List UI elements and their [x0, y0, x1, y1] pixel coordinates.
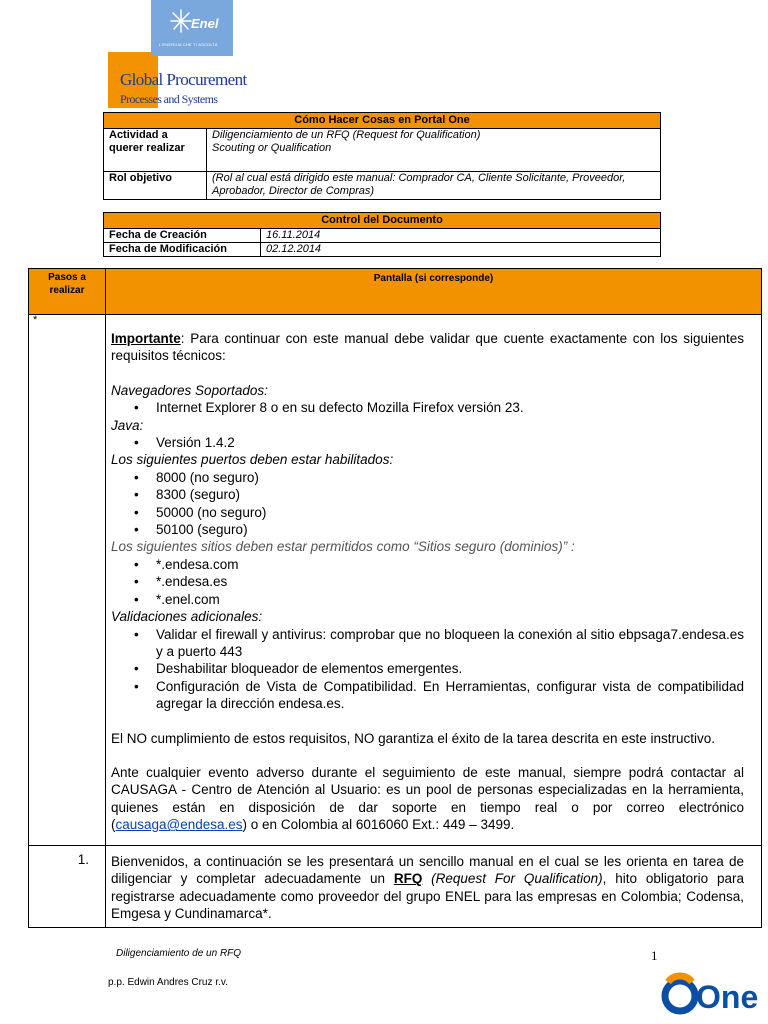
list-item: • 8300 (seguro): [156, 486, 744, 503]
browsers-label: Navegadores Soportados:: [111, 382, 268, 398]
activity-value: Diligenciamiento de un RFQ (Request for Qualification) Scouting or Qualification: [207, 129, 661, 172]
control-table-header: Control del Documento: [104, 213, 661, 229]
step-marker: *: [29, 315, 106, 846]
ports-label: Los siguientes puertos deben estar habilitados:: [111, 452, 394, 468]
modification-date-label: Fecha de Modificación: [104, 243, 261, 257]
creation-date-label: Fecha de Creación: [104, 229, 261, 243]
creation-date-value: 16.11.2014: [261, 229, 661, 243]
list-item: • Validar el firewall y antivirus: comprobar que no bloqueen la conexión al sitio ebpsaga7.endesa.es y a puerto 443: [156, 626, 744, 661]
sites-label: Los siguientes sitios deben estar permitidos como “Sitios seguro (dominios)” :: [111, 539, 575, 555]
role-label: Rol objetivo: [104, 172, 207, 200]
modification-date-value: 02.12.2014: [261, 243, 661, 257]
info-table: [103, 112, 661, 200]
enel-tagline: L'ENERGIA CHE TI ASCOLTA: [159, 42, 218, 47]
step-number: 1.: [29, 846, 106, 928]
steps-table: [28, 268, 762, 928]
contact-email-link[interactable]: causaga@endesa.es: [115, 817, 243, 833]
list-item: • 50000 (no seguro): [156, 504, 744, 521]
ports-list: [111, 469, 744, 539]
list-item: • Internet Explorer 8 o en su defecto Mozilla Firefox versión 23.: [156, 399, 744, 416]
list-item: • Deshabilitar bloqueador de elementos emergentes.: [156, 660, 744, 677]
welcome-paragraph: Bienvenidos, a continuación se les presentará un sencillo manual en el cual se les orienta en tarea de diligenciar y completar adecuadamente un RFQ (Request For Qualification), hito obligatorio para registrarse adecuadamente como proveedor del grupo ENEL para las empresas en Colombia; Codensa, Emgesa y Cundinamarca*.: [111, 854, 744, 922]
sites-list: [111, 556, 744, 608]
enel-sun-icon: [169, 8, 193, 34]
logo-title: Global Procurement: [120, 70, 247, 89]
screen-column-header: Pantalla (si corresponde): [106, 269, 762, 315]
list-item: • 50100 (seguro): [156, 521, 744, 538]
footer-author: p.p. Edwin Andres Cruz r.v.: [108, 977, 228, 988]
control-table: [103, 212, 661, 257]
warning-paragraph: El NO cumplimiento de estos requisitos, NO garantiza el éxito de la tarea descrita en este instructivo.: [111, 730, 716, 746]
browsers-list: [111, 399, 744, 416]
one-logo: [658, 970, 758, 1016]
footer-doc-title: Diligenciamiento de un RFQ: [116, 948, 242, 959]
one-logo-text: One: [696, 979, 758, 1015]
list-item: • 8000 (no seguro): [156, 469, 744, 486]
java-label: Java:: [111, 417, 144, 433]
role-value: (Rol al cual está dirigido este manual: Comprador CA, Cliente Solicitante, Proveedor, Aprobador, Director de Compras): [207, 172, 661, 200]
logo-subtitle: Processes and Systems: [120, 92, 218, 106]
importante-paragraph: Importante: Para continuar con este manual debe validar que cuente exactamente con los siguientes requisitos técnicos:: [111, 331, 744, 364]
list-item: • Versión 1.4.2: [156, 434, 744, 451]
enel-logo: [151, 0, 233, 56]
list-item: • *.endesa.es: [156, 573, 744, 590]
activity-label: Actividad a querer realizar: [104, 129, 207, 172]
page-number: 1: [651, 948, 658, 963]
java-list: [111, 434, 744, 451]
requirements-cell: [106, 315, 762, 846]
validations-label: Validaciones adicionales:: [111, 609, 263, 625]
contact-paragraph: Ante cualquier evento adverso durante el seguimiento de este manual, siempre podrá contactar al CAUSAGA - Centro de Atención al Usuario: es un pool de personas especializadas en la herramienta, quienes están en disposición de dar soporte en tiempo real o por correo electrónico (causaga@endesa.es) o en Colombia al 6016060 Ext.: 449 – 3499.: [111, 764, 744, 833]
info-table-header: Cómo Hacer Cosas en Portal One: [104, 113, 661, 129]
list-item: • Configuración de Vista de Compatibilidad. En Herramientas, configurar vista de compatibilidad agregar la dirección endesa.es.: [156, 678, 744, 713]
welcome-cell: [106, 846, 762, 928]
validations-list: [111, 626, 744, 713]
list-item: • *.endesa.com: [156, 556, 744, 573]
enel-brand-name: Enel: [191, 16, 219, 31]
list-item: • *.enel.com: [156, 591, 744, 608]
steps-column-header: Pasos a realizar: [29, 269, 106, 315]
